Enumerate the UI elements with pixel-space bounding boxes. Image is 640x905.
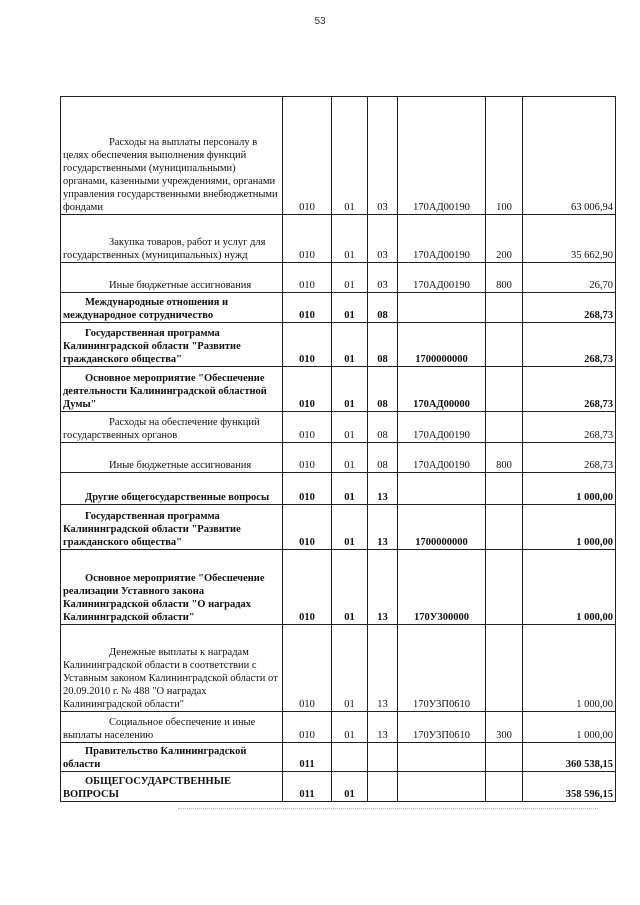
table-row <box>61 772 616 802</box>
row-rz: 01 <box>332 550 368 625</box>
row-rz: 01 <box>332 412 368 443</box>
row-pr: 13 <box>368 625 398 712</box>
row-amount: 268,73 <box>523 367 616 412</box>
row-amount: 268,73 <box>523 443 616 473</box>
page-number: 53 <box>314 16 326 27</box>
table-row <box>61 263 616 293</box>
row-pr: 13 <box>368 505 398 550</box>
row-csr: 170АД00190 <box>398 97 486 215</box>
row-pr: 08 <box>368 293 398 323</box>
row-rz: 01 <box>332 367 368 412</box>
row-name: Закупка товаров, работ и услуг для государственных (муниципальных) нужд <box>61 215 283 263</box>
row-pr: 03 <box>368 263 398 293</box>
table-row <box>61 505 616 550</box>
row-csr: 170АД00190 <box>398 263 486 293</box>
row-pr: 13 <box>368 473 398 505</box>
row-ved: 011 <box>283 772 332 802</box>
row-name: ОБЩЕГОСУДАРСТВЕННЫЕ ВОПРОСЫ <box>61 772 283 802</box>
table-row <box>61 293 616 323</box>
row-pr <box>368 772 398 802</box>
table-row <box>61 625 616 712</box>
row-name: Другие общегосударственные вопросы <box>61 473 283 505</box>
row-csr: 170У3П0610 <box>398 712 486 743</box>
row-rz: 01 <box>332 473 368 505</box>
row-pr <box>368 743 398 772</box>
row-vr: 200 <box>486 215 523 263</box>
row-vr <box>486 625 523 712</box>
row-name: Иные бюджетные ассигнования <box>61 443 283 473</box>
row-amount: 358 596,15 <box>523 772 616 802</box>
table-row <box>61 743 616 772</box>
row-pr: 08 <box>368 443 398 473</box>
table-row <box>61 550 616 625</box>
row-name: Правительство Калининградской области <box>61 743 283 772</box>
row-amount: 35 662,90 <box>523 215 616 263</box>
row-rz: 01 <box>332 712 368 743</box>
row-csr <box>398 293 486 323</box>
table-row <box>61 712 616 743</box>
row-vr <box>486 293 523 323</box>
table-row <box>61 367 616 412</box>
table-row <box>61 215 616 263</box>
row-vr: 100 <box>486 97 523 215</box>
row-vr <box>486 412 523 443</box>
row-csr: 170АД00190 <box>398 412 486 443</box>
row-ved: 010 <box>283 443 332 473</box>
row-ved: 010 <box>283 293 332 323</box>
row-name: Расходы на выплаты персоналу в целях обеспечения выполнения функций государственными (муниципальными) органами, казенными учреждениями, органами управления государственными внебюджетными фондами <box>61 97 283 215</box>
row-vr <box>486 550 523 625</box>
row-ved: 010 <box>283 97 332 215</box>
row-rz: 01 <box>332 443 368 473</box>
row-amount: 1 000,00 <box>523 505 616 550</box>
row-vr: 300 <box>486 712 523 743</box>
row-name: Иные бюджетные ассигнования <box>61 263 283 293</box>
row-csr: 170АД00190 <box>398 443 486 473</box>
row-csr <box>398 743 486 772</box>
row-ved: 010 <box>283 323 332 367</box>
row-name: Социальное обеспечение и иные выплаты населению <box>61 712 283 743</box>
row-csr: 170У300000 <box>398 550 486 625</box>
row-rz: 01 <box>332 293 368 323</box>
row-amount: 360 538,15 <box>523 743 616 772</box>
row-amount: 1 000,00 <box>523 550 616 625</box>
row-name: Денежные выплаты к наградам Калининградской области в соответствии с Уставным законом Калининградской области от 20.09.2010 г. № 488 "О наградах Калининградской области" <box>61 625 283 712</box>
row-ved: 010 <box>283 215 332 263</box>
row-vr: 800 <box>486 443 523 473</box>
budget-table <box>60 96 616 802</box>
row-amount: 268,73 <box>523 293 616 323</box>
row-vr <box>486 367 523 412</box>
row-name: Государственная программа Калининградской области "Развитие гражданского общества" <box>61 505 283 550</box>
row-vr <box>486 505 523 550</box>
row-ved: 011 <box>283 743 332 772</box>
row-name: Основное мероприятие "Обеспечение деятельности Калининградской областной Думы" <box>61 367 283 412</box>
row-rz: 01 <box>332 263 368 293</box>
row-rz: 01 <box>332 505 368 550</box>
row-ved: 010 <box>283 550 332 625</box>
table-row <box>61 443 616 473</box>
row-ved: 010 <box>283 473 332 505</box>
table-row <box>61 473 616 505</box>
table-row <box>61 323 616 367</box>
row-csr: 1700000000 <box>398 505 486 550</box>
row-rz: 01 <box>332 323 368 367</box>
row-csr: 170АД00190 <box>398 215 486 263</box>
row-name: Расходы на обеспечение функций государственных органов <box>61 412 283 443</box>
row-csr: 1700000000 <box>398 323 486 367</box>
row-ved: 010 <box>283 505 332 550</box>
row-rz <box>332 743 368 772</box>
table-row <box>61 97 616 215</box>
row-amount: 1 000,00 <box>523 625 616 712</box>
row-amount: 1 000,00 <box>523 712 616 743</box>
row-name: Государственная программа Калининградской области "Развитие гражданского общества" <box>61 323 283 367</box>
row-rz: 01 <box>332 215 368 263</box>
row-pr: 13 <box>368 712 398 743</box>
row-rz: 01 <box>332 97 368 215</box>
row-amount: 1 000,00 <box>523 473 616 505</box>
row-ved: 010 <box>283 712 332 743</box>
row-amount: 26,70 <box>523 263 616 293</box>
row-csr <box>398 772 486 802</box>
row-amount: 63 006,94 <box>523 97 616 215</box>
row-ved: 010 <box>283 625 332 712</box>
row-vr: 800 <box>486 263 523 293</box>
row-amount: 268,73 <box>523 323 616 367</box>
row-rz: 01 <box>332 772 368 802</box>
row-pr: 08 <box>368 367 398 412</box>
row-vr <box>486 743 523 772</box>
row-csr: 170АД00000 <box>398 367 486 412</box>
row-amount: 268,73 <box>523 412 616 443</box>
row-rz: 01 <box>332 625 368 712</box>
table-row <box>61 412 616 443</box>
row-vr <box>486 772 523 802</box>
scan-artifact-line <box>178 808 598 811</box>
row-csr <box>398 473 486 505</box>
row-csr: 170У3П0610 <box>398 625 486 712</box>
row-vr <box>486 473 523 505</box>
row-ved: 010 <box>283 263 332 293</box>
row-vr <box>486 323 523 367</box>
row-pr: 13 <box>368 550 398 625</box>
row-pr: 03 <box>368 215 398 263</box>
row-ved: 010 <box>283 367 332 412</box>
row-pr: 08 <box>368 412 398 443</box>
row-pr: 03 <box>368 97 398 215</box>
row-pr: 08 <box>368 323 398 367</box>
row-name: Основное мероприятие "Обеспечение реализации Уставного закона Калининградской области "О наградах Калининградской области" <box>61 550 283 625</box>
row-name: Международные отношения и международное сотрудничество <box>61 293 283 323</box>
row-ved: 010 <box>283 412 332 443</box>
